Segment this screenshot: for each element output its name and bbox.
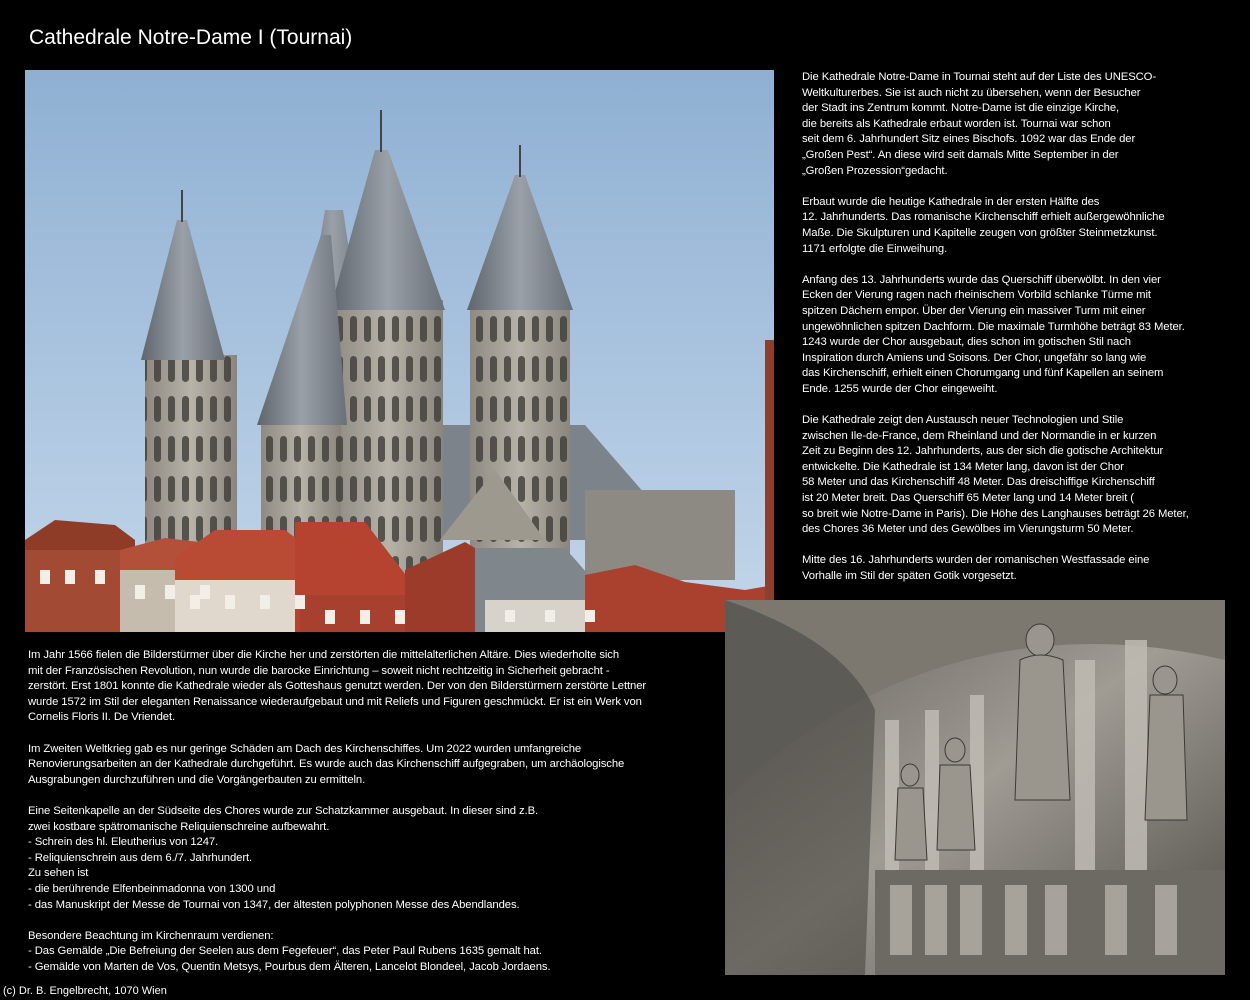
paragraph: Im Jahr 1566 fielen die Bilderstürmer über die Kirche her und zerstörten die mittelalterlichen Altäre. Dies wiederholte sich mit der Französischen Revolution, nun wurde die barocke Einrichtung – soweit nicht rechtzeitig in Sicherheit gebracht - zerstört. Erst 1801 konnte die Kathedrale wieder als Gotteshaus genutzt werden. Der von den Bilderstürmern zerstörte Lettner wurde 1572 im Stil der eleganten Renaissance wiederaufgebaut und mit Reliefs und Figuren geschmückt. Er ist ein Werk von Cornelis Floris II. De Vriendet. <box>28 649 647 724</box>
paragraph: Eine Seitenkapelle an der Südseite des Chores wurde zur Schatzkammer ausgebaut. In dieser sind z.B. zwei kostbare spätromanische Reliquienschreine aufbewahrt. - Schrein des hl. Eleutherius von 1247. - Reliquienschrein aus dem 6./7. Jahrhundert. Zu sehen ist - die berührende Elfenbeinmadonna von 1300 und - das Manuskript der Messe de Tournai von 1347, der ältesten polyphonen Messe des Abendlandes. <box>28 804 539 911</box>
copyright-notice: (c) Dr. B. Engelbrecht, 1070 Wien <box>3 985 167 997</box>
cathedral-photo <box>25 70 774 632</box>
description-right <box>802 70 1232 600</box>
paragraph: Die Kathedrale zeigt den Austausch neuer Technologien und Stile zwischen Ile-de-France, dem Rheinland und der Normandie in er kurzen Zeit zu Beginn des 12. Jahrhunderts, aus der sich die gotische Architektur entwickelte. Die Kathedrale ist 134 Meter lang, davon ist der Chor 58 Meter und das Kirchenschiff 48 Meter. Das dreischiffige Kirchenschiff ist 20 Meter breit. Das Querschiff 65 Meter lang und 14 Meter breit ( so breit wie Notre-Dame in Paris). Die Höhe des Langhauses beträgt 26 Meter, des Chores 36 Meter und des Gewölbes im Vierungsturm 50 Meter. <box>802 414 1189 536</box>
paragraph: Die Kathedrale Notre-Dame in Tournai steht auf der Liste des UNESCO- Weltkulturerbes. Sie ist auch nicht zu übersehen, wenn der Besucher der Stadt ins Zentrum kommt. Notre-Dame ist die einzige Kirche, die bereits als Kathedrale erbaut worden ist. Tournai war schon seit dem 6. Jahrhundert Sitz eines Bischofs. 1092 war das Ende der „Großen Pest“. An diese wird seit damals Mitte September in der „Großen Prozession“gedacht. <box>802 71 1157 177</box>
paragraph: Anfang des 13. Jahrhunderts wurde das Querschiff überwölbt. In den vier Ecken der Vierung ragen nach rheinischem Vorbild schlanke Türme mit spitzen Dächern empor. Über der Vierung ein massiver Turm mit einer ungewöhnlichen spitzen Dachform. Die maximale Turmhöhe beträgt 83 Meter. 1243 wurde der Chor ausgebaut, dies schon im gotischen Stil nach Inspiration durch Amiens und Soisons. Der Chor, ungefähr so lang wie das Kirchenschiff, erhielt einen Chorumgang und fünf Kapellen an seinem Ende. 1255 wurde der Chor eingeweiht. <box>802 273 1185 395</box>
paragraph: Besondere Beachtung im Kirchenraum verdienen: - Das Gemälde „Die Befreiung der Seelen aus dem Fegefeuer“, das Peter Paul Rubens 1635 gemalt hat. - Gemälde von Marten de Vos, Quentin Metsys, Pourbus dem Älteren, Lancelot Blondeel, Jacob Jordaens. <box>28 929 551 973</box>
paragraph: Mitte des 16. Jahrhunderts wurden der romanischen Westfassade eine Vorhalle im Stil der späten Gotik vorgesetzt. <box>802 554 1150 582</box>
page-title: Cathedrale Notre-Dame I (Tournai) <box>29 26 353 49</box>
description-left <box>28 648 718 991</box>
paragraph: Im Zweiten Weltkrieg gab es nur geringe Schäden am Dach des Kirchenschiffes. Um 2022 wurden umfangreiche Renovierungsarbeiten an der Kathedrale durchgeführt. Es wurde auch das Kirchenschiff aufgegraben, um archäologische Ausgrabungen durchzuführen und die Vorgängerbauten zu ermitteln. <box>28 742 625 786</box>
paragraph: Erbaut wurde die heutige Kathedrale in der ersten Hälfte des 12. Jahrhunderts. Das romanische Kirchenschiff erhielt außergewöhnliche Maße. Die Skulpturen und Kapitelle zeugen von größter Steinmetzkunst. 1171 erfolgte die Einweihung. <box>802 195 1165 255</box>
portal-sculpture-photo <box>725 600 1225 975</box>
